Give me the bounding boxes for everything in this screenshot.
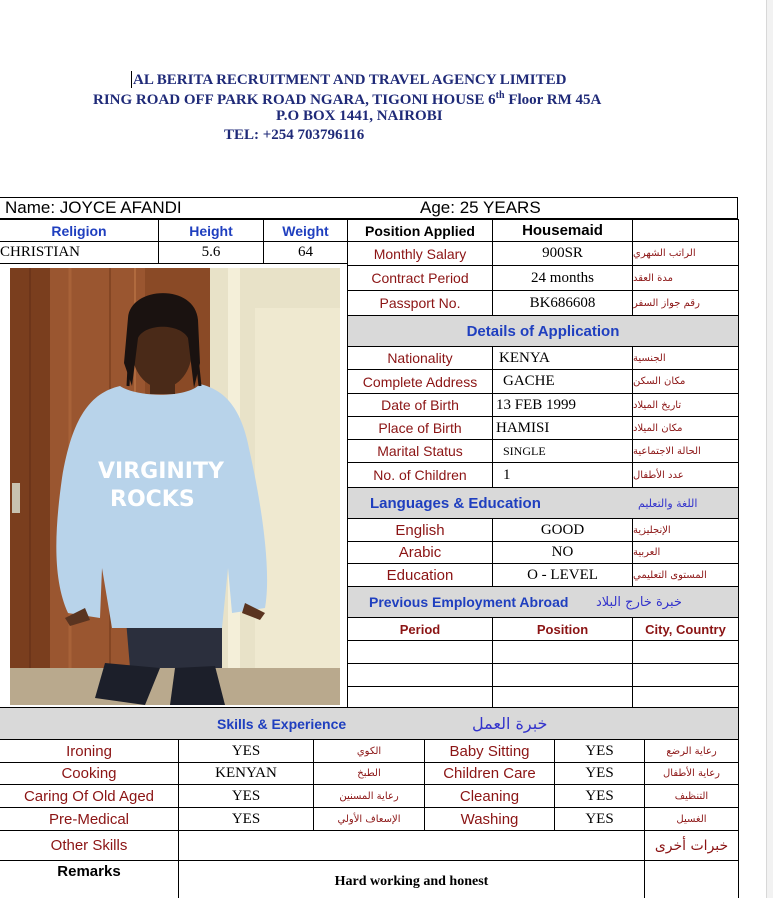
salary-label: Monthly Salary — [347, 241, 493, 266]
skill-cooking-value: KENYAN — [178, 762, 314, 785]
position-value: Housemaid — [492, 219, 633, 242]
skill-cooking-arabic: الطبخ — [313, 762, 425, 785]
other-skills-arabic: خبرات أخرى — [644, 830, 739, 861]
marital-arabic: الحالة الاجتماعية — [632, 439, 739, 463]
contract-period-label: Contract Period — [347, 265, 493, 291]
address-arabic: مكان السكن — [632, 369, 739, 394]
hoodie-text-line1: VIRGINITY — [98, 459, 224, 484]
contract-period-arabic: مدة العقد — [632, 265, 739, 291]
employment-row-2-position — [492, 663, 633, 687]
address-value: GACHE — [492, 369, 633, 394]
nationality-value: KENYA — [492, 346, 633, 370]
skills-title-arabic: خبرة العمل — [472, 714, 548, 733]
employment-row-1-position — [492, 640, 633, 664]
skill-ironing-arabic: الكوي — [313, 739, 425, 763]
marital-value: SINGLE — [492, 439, 633, 463]
skill-elderly-label: Caring Of Old Aged — [0, 784, 179, 808]
position-header: Position — [492, 617, 633, 641]
english-value: GOOD — [492, 518, 633, 542]
agency-tel: TEL: +254 703796116 — [224, 127, 365, 143]
remarks-label: Remarks — [0, 860, 179, 898]
children-label: No. of Children — [347, 462, 493, 488]
remarks-value: Hard working and honest — [178, 860, 645, 898]
weight-header: Weight — [263, 219, 348, 242]
other-skills-value — [178, 830, 645, 861]
dob-value: 13 FEB 1999 — [492, 393, 633, 417]
education-arabic: المستوى التعليمي — [632, 563, 739, 587]
dob-label: Date of Birth — [347, 393, 493, 417]
skill-cleaning-arabic: التنظيف — [644, 784, 739, 808]
period-header: Period — [347, 617, 493, 641]
height-header: Height — [158, 219, 264, 242]
skill-washing-value: YES — [554, 807, 645, 831]
address-label: Complete Address — [347, 369, 493, 394]
skill-childcare-value: YES — [554, 762, 645, 785]
nationality-label: Nationality — [347, 346, 493, 370]
skill-babysitting-label: Baby Sitting — [424, 739, 555, 763]
arabic-label: Arabic — [347, 541, 493, 564]
contract-period-value: 24 months — [492, 265, 633, 291]
dob-arabic: تاريخ الميلاد — [632, 393, 739, 417]
passport-label: Passport No. — [347, 290, 493, 316]
skill-ironing-value: YES — [178, 739, 314, 763]
city-country-header: City, Country — [632, 617, 739, 641]
languages-section-title: Languages & Education اللغة والتعليم — [347, 487, 739, 519]
agency-address: RING ROAD OFF PARK ROAD NGARA, TIGONI HOUSE 6th Floor RM 45A — [93, 90, 602, 108]
education-value: O - LEVEL — [492, 563, 633, 587]
employment-section-title: Previous Employment Abroad خبرة خارج البلاد — [347, 586, 739, 618]
employment-row-1-period — [347, 640, 493, 664]
skills-section-title: Skills & Experience خبرة العمل — [0, 707, 739, 740]
nationality-arabic: الجنسية — [632, 346, 739, 370]
agency-name: AL BERITA RECRUITMENT AND TRAVEL AGENCY LIMITED — [133, 72, 567, 88]
skill-premedical-label: Pre-Medical — [0, 807, 179, 831]
skill-washing-arabic: الغسيل — [644, 807, 739, 831]
height-value: 5.6 — [158, 241, 264, 264]
employment-row-3-city — [632, 686, 739, 708]
skill-babysitting-value: YES — [554, 739, 645, 763]
education-label: Education — [347, 563, 493, 587]
candidate-age: Age: 25 YEARS — [420, 198, 541, 217]
skill-childcare-arabic: رعاية الأطفال — [644, 762, 739, 785]
employment-row-3-position — [492, 686, 633, 708]
children-arabic: عدد الأطفال — [632, 462, 739, 488]
religion-value: CHRISTIAN — [0, 241, 159, 264]
salary-arabic: الراتب الشهري — [632, 241, 739, 266]
salary-value: 900SR — [492, 241, 633, 266]
details-section-title: Details of Application — [347, 315, 739, 347]
candidate-photo — [10, 268, 340, 705]
pob-value: HAMISI — [492, 416, 633, 440]
employment-row-2-city — [632, 663, 739, 687]
position-applied-header: Position Applied — [347, 219, 493, 242]
skill-premedical-value: YES — [178, 807, 314, 831]
employment-row-3-period — [347, 686, 493, 708]
skill-premedical-arabic: الإسعاف الأولي — [313, 807, 425, 831]
hoodie-text-line2: ROCKS — [110, 487, 195, 512]
religion-header: Religion — [0, 219, 159, 242]
employment-row-1-city — [632, 640, 739, 664]
agency-po-box: P.O BOX 1441, NAIROBI — [276, 108, 443, 124]
other-skills-label: Other Skills — [0, 830, 179, 861]
text-cursor — [131, 71, 132, 88]
skill-childcare-label: Children Care — [424, 762, 555, 785]
arabic-value: NO — [492, 541, 633, 564]
skill-elderly-value: YES — [178, 784, 314, 808]
skill-ironing-label: Ironing — [0, 739, 179, 763]
skill-babysitting-arabic: رعاية الرضع — [644, 739, 739, 763]
skill-cooking-label: Cooking — [0, 762, 179, 785]
children-value: 1 — [492, 462, 633, 488]
page-edge — [766, 0, 773, 898]
passport-arabic: رقم جواز السفر — [632, 290, 739, 316]
weight-value: 64 — [263, 241, 348, 264]
english-label: English — [347, 518, 493, 542]
skill-cleaning-label: Cleaning — [424, 784, 555, 808]
pob-label: Place of Birth — [347, 416, 493, 440]
skill-washing-label: Washing — [424, 807, 555, 831]
blank-cell — [632, 219, 739, 242]
skill-elderly-arabic: رعاية المسنين — [313, 784, 425, 808]
candidate-name: Name: JOYCE AFANDI — [5, 198, 182, 217]
employment-row-2-period — [347, 663, 493, 687]
languages-title-arabic: اللغة والتعليم — [638, 496, 698, 510]
english-arabic: الإنجليزية — [632, 518, 739, 542]
name-age-row — [0, 197, 738, 219]
marital-label: Marital Status — [347, 439, 493, 463]
employment-title-arabic: خبرة خارج البلاد — [596, 594, 682, 610]
skill-cleaning-value: YES — [554, 784, 645, 808]
pob-arabic: مكان الميلاد — [632, 416, 739, 440]
remarks-arabic-cell — [644, 860, 739, 898]
passport-value: BK686608 — [492, 290, 633, 316]
arabic-arabic: العربية — [632, 541, 739, 564]
